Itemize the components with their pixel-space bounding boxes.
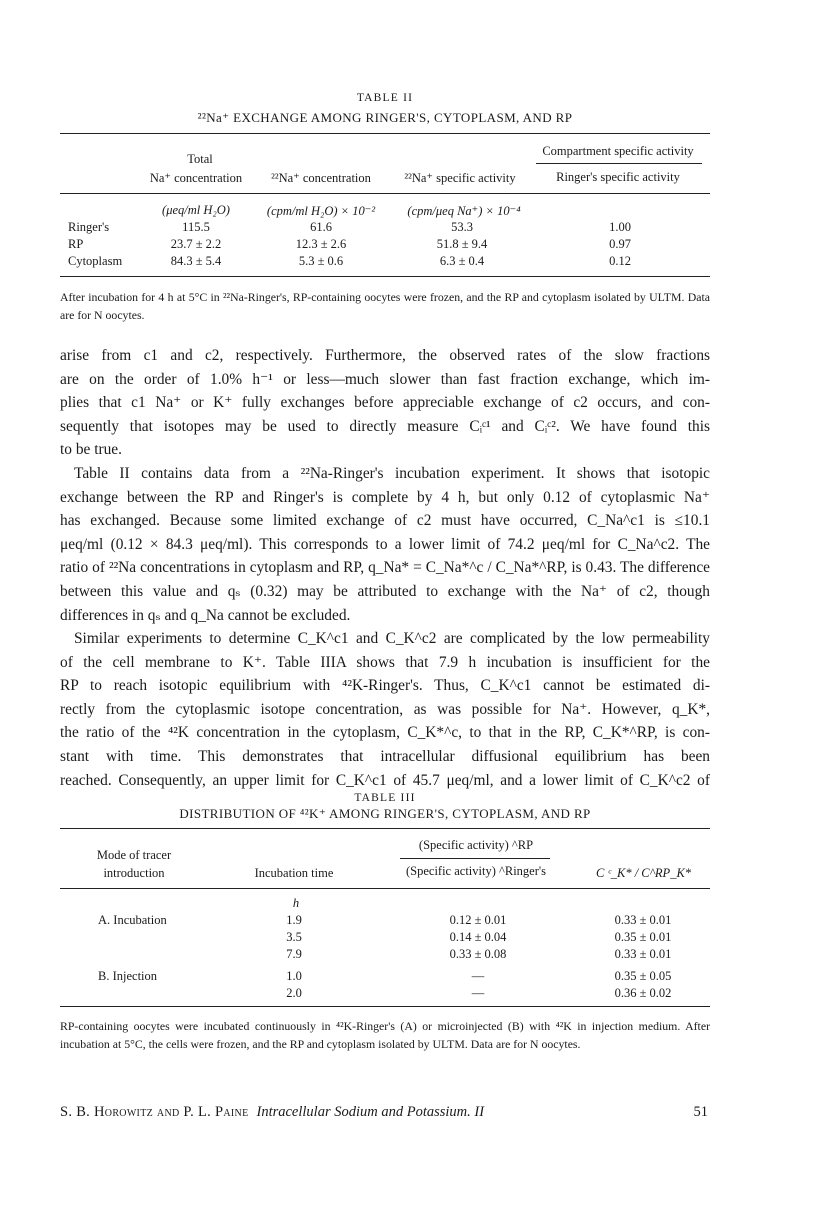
table2-row-rp-total: 23.7 ± 2.2 (170, 237, 222, 251)
paragraph-3-line: stant with time. This demonstrates that intracellular diffusional equilibrium has been (60, 747, 710, 765)
table2-row-rp-ratio: 0.97 (609, 237, 631, 251)
paragraph-2-line: Table II contains data from a ²²Na-Ringer's incubation experiment. It shows that isotopic (74, 465, 710, 482)
page-number: 51 (693, 1104, 708, 1120)
table2-header-total-line2: Na⁺ concentration (149, 171, 243, 185)
table3-header-ratio: C ᶜ_K* / C^RP_K* (596, 866, 692, 880)
footer-authors: S. B. Horowitz and P. L. Paine (60, 1104, 249, 1120)
table2-row-cytoplasm-total: 84.3 ± 5.4 (170, 254, 222, 268)
table3-a-row1-ratio: 0.33 ± 0.01 (614, 913, 672, 927)
table3-b-row2-sa: — (471, 986, 485, 1000)
table2-header-na-specific-activity: ²²Na⁺ specific activity (404, 171, 516, 185)
table2-top-rule (60, 133, 710, 134)
table2-unit-total: (μeq/ml H₂O) (162, 203, 230, 217)
table3-a-row1-sa: 0.12 ± 0.01 (449, 913, 507, 927)
table2-header-total-line1: Total (187, 152, 213, 166)
table3-b-row1-ratio: 0.35 ± 0.05 (614, 969, 672, 983)
table3-header-rule (60, 888, 710, 889)
table2-bottom-rule (60, 276, 710, 277)
table3-a-row2-sa: 0.14 ± 0.04 (449, 930, 507, 944)
table3-a-row3-sa: 0.33 ± 0.08 (449, 947, 507, 961)
running-footer (60, 1104, 484, 1121)
table2-row-rp-name: RP (68, 237, 84, 251)
table2-row-cytoplasm-name: Cytoplasm (68, 254, 123, 268)
paragraph-3-line: of the cell membrane to K⁺. Table IIIA shows that 7.9 h incubation is insufficient for the (60, 653, 710, 671)
table2-row-rp-sa: 51.8 ± 9.4 (436, 237, 488, 251)
table3-header-sa-denominator: (Specific activity) ^Ringer's (405, 864, 547, 878)
table2-footnote: After incubation for 4 h at 5°C in ²²Na-Ringer's, RP-containing oocytes were frozen, and the RP and cytoplasm isolated by ULTM. Data are for N oocytes. (60, 290, 710, 322)
paragraph-2-line: μeq/ml (0.12 × 84.3 μeq/ml). This corresponds to a lower limit of 74.2 μeq/ml for C_Na^c2. The (60, 535, 710, 553)
table2-row-rp-conc: 12.3 ± 2.6 (295, 237, 347, 251)
table2-row-cytoplasm-ratio: 0.12 (609, 254, 631, 268)
table3-a-row1-time: 1.9 (286, 913, 302, 927)
paragraph-3-line: Similar experiments to determine C_K^c1 and C_K^c2 are complicated by the low permeability (74, 630, 710, 647)
table2-title: ²²Na⁺ EXCHANGE AMONG RINGER'S, CYTOPLASM, AND RP (197, 110, 573, 125)
table2-row-ringers-conc: 61.6 (310, 220, 332, 234)
paragraph-2-line: has exchanged. Because some limited exchange of c2 must have occurred, C_Na^c1 is ≤10.1 (60, 512, 710, 530)
paragraph-1-line: sequently that isotopes may be used to directly measure Cᵢᶜ¹ and Cᵢᶜ². We have found this (60, 417, 710, 435)
paragraph-3-line: the ratio of the ⁴²K concentration in the cytoplasm, C_K*^c, to that in the RP, C_K*^RP, is con- (60, 724, 710, 742)
table3-a-row2-ratio: 0.35 ± 0.01 (614, 930, 672, 944)
paragraph-1-line: to be true. (60, 441, 122, 459)
table3-b-row1-sa: — (471, 969, 485, 983)
table3-time-unit: h (292, 896, 300, 910)
paragraph-1-line: are on the order of 1.0% h⁻¹ or less—much slower than fast fraction exchange, which im- (60, 370, 710, 388)
table3-b-row2-time: 2.0 (286, 986, 302, 1000)
table3-header-mode-line1: Mode of tracer (96, 848, 172, 862)
paragraph-2 (60, 462, 710, 627)
paragraph-2-line: ratio of ²²Na concentrations in cytoplasm and RP, q_Na* = C_Na*^c / C_Na*^RP, is 0.43. The difference (60, 559, 710, 577)
table2-row-ringers-sa: 53.3 (451, 220, 473, 234)
table2-header-na-concentration: ²²Na⁺ concentration (271, 171, 371, 185)
table2-unit-concentration: (cpm/ml H₂O) × 10⁻² (266, 204, 376, 218)
table2-header-compartment-activity: Compartment specific activity (542, 144, 694, 158)
paragraph-1-line: arise from c1 and c2, respectively. Furthermore, the observed rates of the slow fractions (60, 347, 710, 364)
table2-unit-specific-activity: (cpm/μeq Na⁺) × 10⁻⁴ (407, 204, 521, 218)
table3-a-row3-time: 7.9 (286, 947, 302, 961)
paragraph-1-line: plies that c1 Na⁺ or K⁺ fully exchanges before appreciable exchange of c2 occurs, and con- (60, 394, 710, 412)
table3-b-row2-ratio: 0.36 ± 0.02 (614, 986, 672, 1000)
paragraph-1 (60, 344, 710, 462)
footer-title: Intracellular Sodium and Potassium. II (256, 1104, 485, 1120)
table2-row-ringers-ratio: 1.00 (609, 220, 631, 234)
paragraph-3-line: reached. Consequently, an upper limit for C_K^c1 of 45.7 μeq/ml, and a lower limit of C_K^c2 of (60, 771, 710, 789)
table3-group-a-name: A. Incubation (98, 913, 167, 927)
table3-fraction-bar (400, 858, 550, 859)
table2-row-cytoplasm-sa: 6.3 ± 0.4 (439, 254, 485, 268)
paragraph-3-line: RP to reach isotopic equilibrium with ⁴²K-Ringer's. Thus, C_K^c1 cannot be estimated di- (60, 677, 710, 695)
paragraph-3-line: rectly from the cytoplasmic isotope concentration, as was possible for Na⁺. However, q_K*, (60, 700, 710, 718)
table3-header-incubation-time: Incubation time (254, 866, 334, 880)
table2-row-ringers-total: 115.5 (182, 220, 210, 234)
table2-row-ringers-name: Ringer's (68, 220, 110, 234)
table3-group-b-name: B. Injection (98, 969, 158, 983)
table3-a-row3-ratio: 0.33 ± 0.01 (614, 947, 672, 961)
table2-label: TABLE II (356, 92, 414, 104)
table3-footnote: RP-containing oocytes were incubated continuously in ⁴²K-Ringer's (A) or microinjected (B) with ⁴²K in injection medium. After incubation at 5°C, the cells were frozen, and the RP and cytoplasm isolated by ULTM. Data are for N oocytes. (60, 1019, 710, 1051)
paragraph-2-line: differences in qₛ and q_Na cannot be excluded. (60, 606, 351, 624)
table3-top-rule (60, 828, 710, 829)
table2-header-rule (60, 193, 710, 194)
table3-label: TABLE III (354, 792, 416, 804)
table3-a-row2-time: 3.5 (286, 930, 302, 944)
table3-header-mode-line2: introduction (103, 866, 165, 880)
table3-header-sa-numerator: (Specific activity) ^RP (418, 838, 534, 852)
paragraph-2-line: between this value and qₛ (0.32) may be attributed to exchange with the Na⁺ of c2, though (60, 582, 710, 600)
table2-row-cytoplasm-conc: 5.3 ± 0.6 (298, 254, 344, 268)
paragraph-2-line: exchange between the RP and Ringer's is complete by 4 h, but only 0.12 of cytoplasmic Na⁺ (60, 488, 710, 506)
table2-fraction-bar (536, 163, 702, 164)
table3-bottom-rule (60, 1006, 710, 1007)
table3-b-row1-time: 1.0 (286, 969, 302, 983)
table3-title: DISTRIBUTION OF ⁴²K⁺ AMONG RINGER'S, CYTOPLASM, AND RP (179, 806, 591, 821)
paragraph-3 (60, 627, 710, 792)
table2-header-ringers-activity: Ringer's specific activity (556, 170, 680, 184)
